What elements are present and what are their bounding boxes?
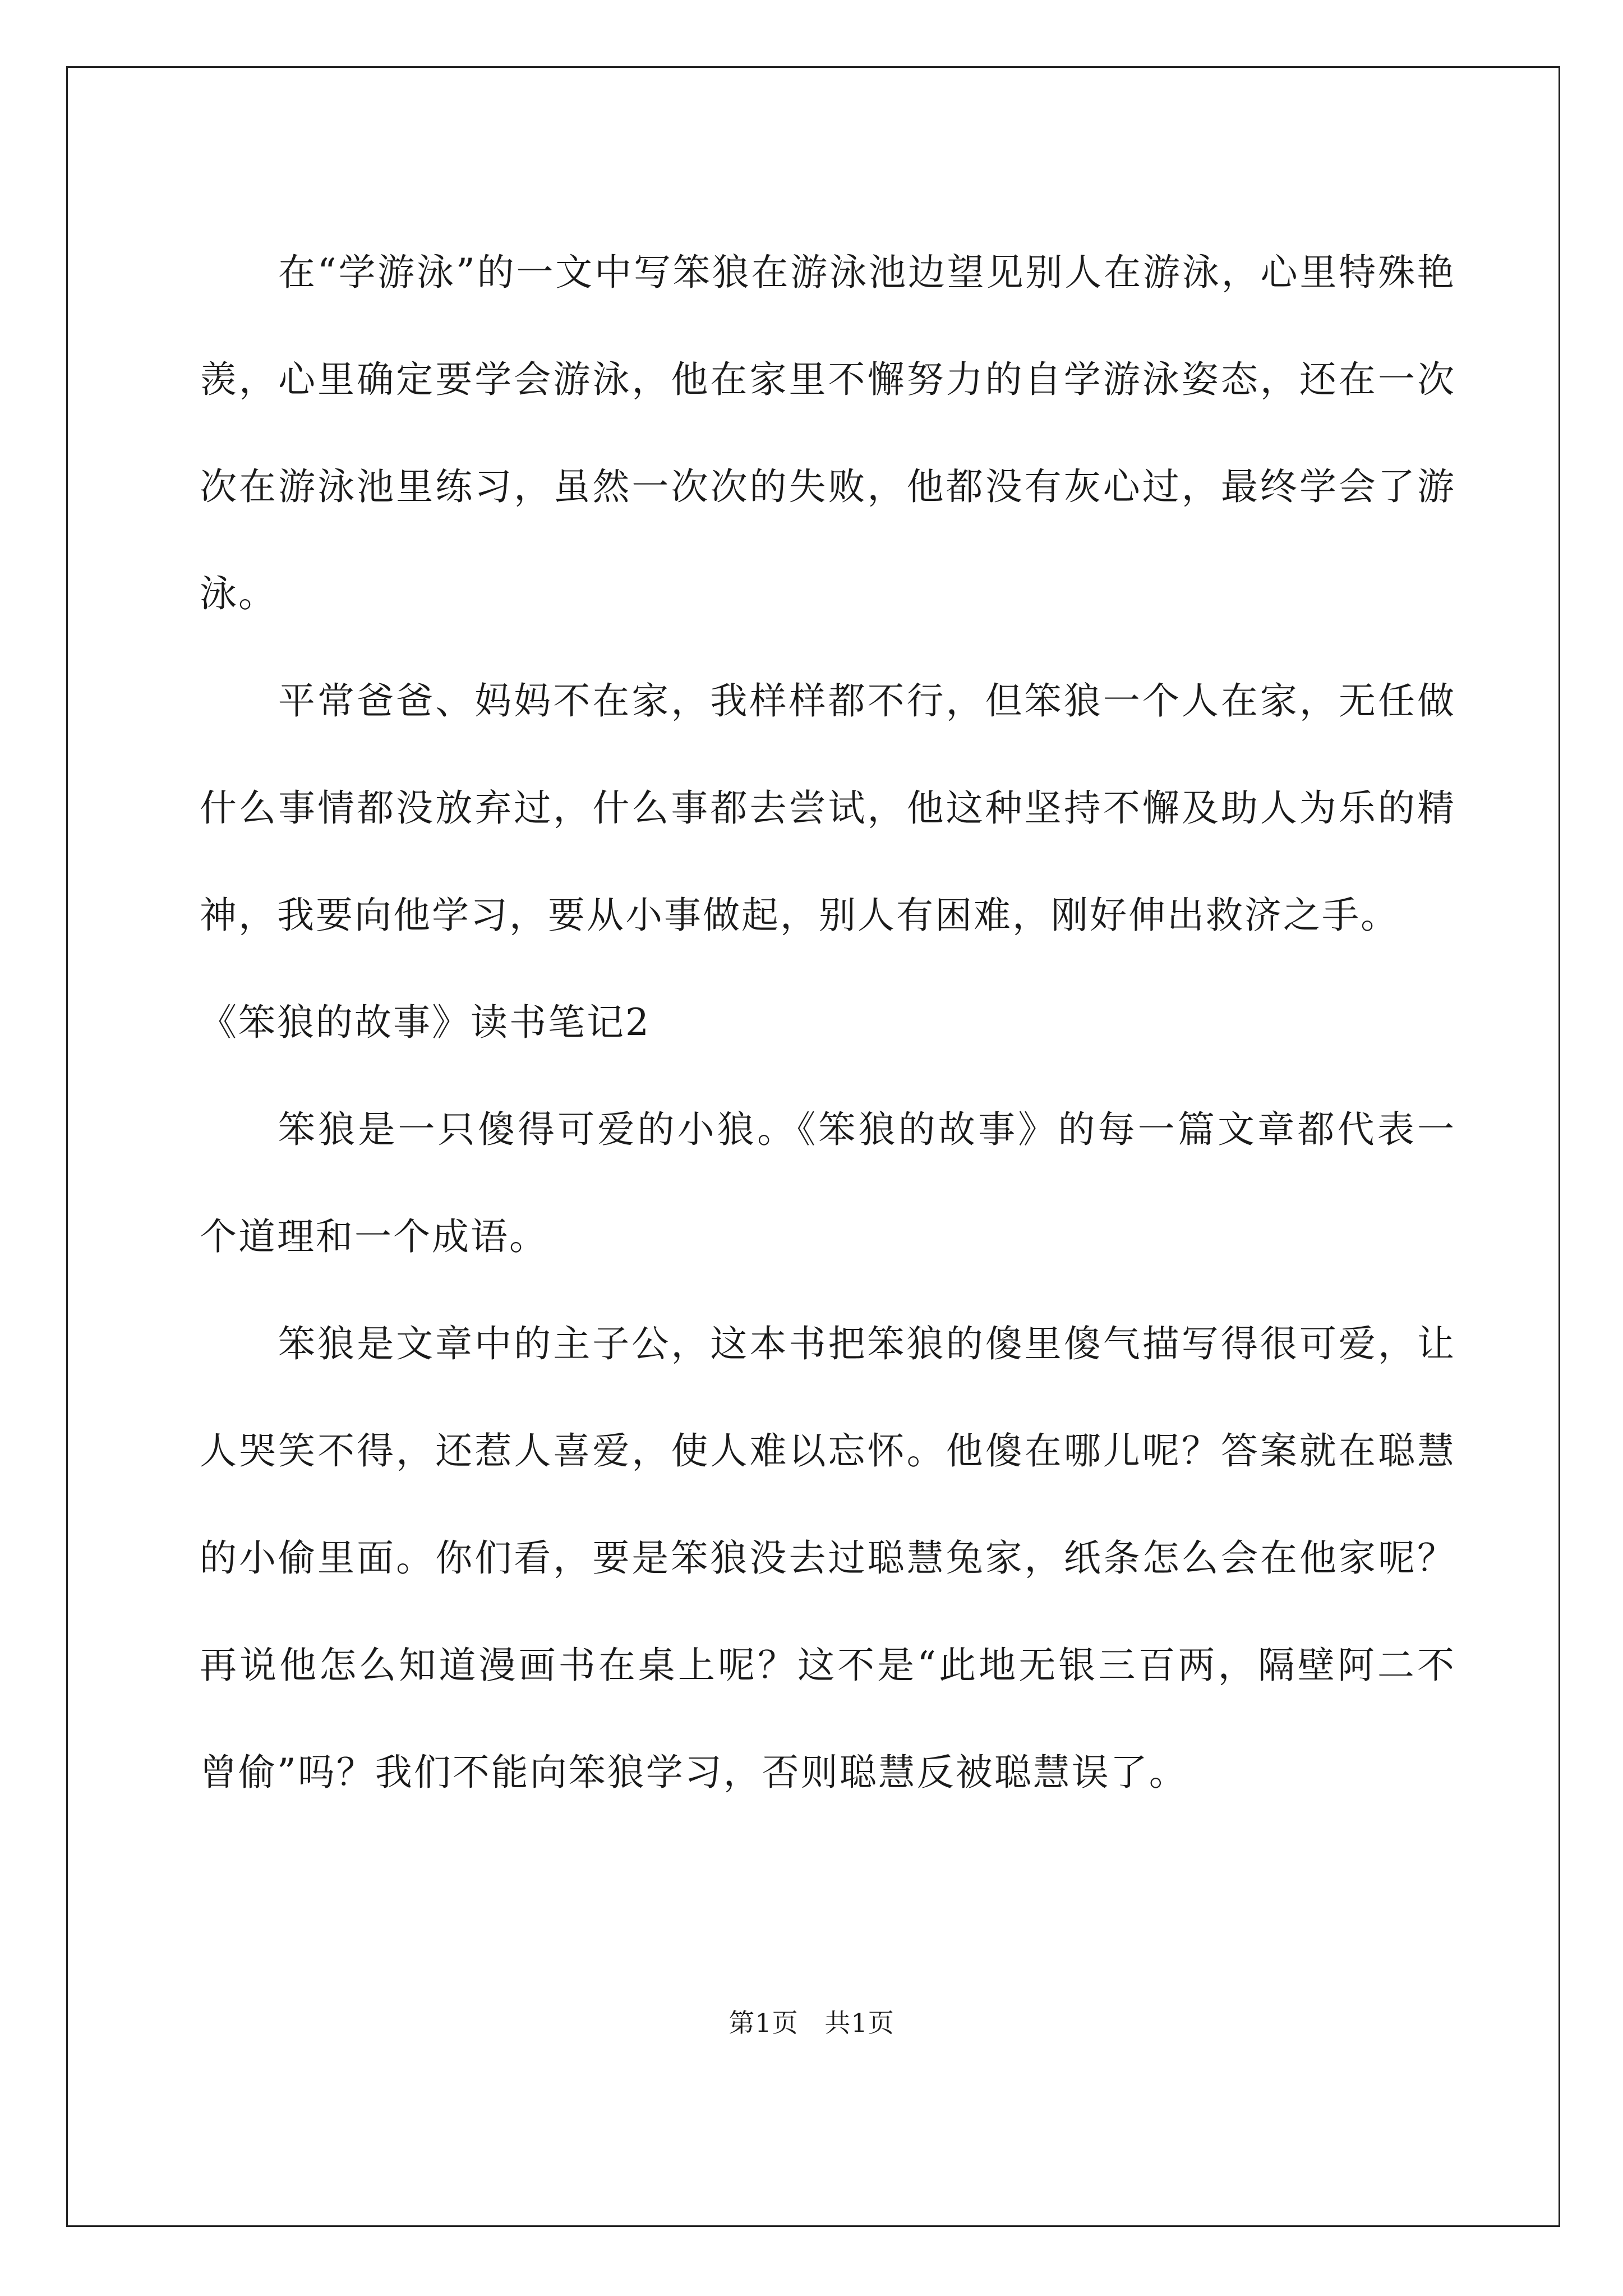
paragraph-perseverance: 平常爸爸、妈妈不在家，我样样都不行，但笨狼一个人在家，无任做什么事情都没放弃过，什么事都去尝试，他这种坚持不懈及助人为乐的精神，我要向他学习，要从小事做起，别人有困难，刚好伸出救济之手。 [200,679,1456,937]
section-heading: 《笨狼的故事》读书笔记2 [200,1001,651,1044]
document-body [200,219,1456,1826]
paragraph-intro: 笨狼是一只傻得可爱的小狼。《笨狼的故事》的每一篇文章都代表一个道理和一个成语。 [200,1108,1456,1258]
paragraph-swimming: 在“学游泳”的一文中写笨狼在游泳池边望见别人在游泳，心里特殊艳羡，心里确定要学会游泳，他在家里不懈努力的自学游泳姿态，还在一次次在游泳池里练习，虽然一次次的失败，他都没有灰心过，最终学会了游泳。 [200,251,1456,615]
page-number-footer: 第1页 共1页 [728,2008,895,2038]
paragraph-main-character: 笨狼是文章中的主子公，这本书把笨狼的傻里傻气描写得很可爱，让人哭笑不得，还惹人喜爱，使人难以忘怀。他傻在哪儿呢？答案就在聪慧的小偷里面。你们看，要是笨狼没去过聪慧兔家，纸条怎么会在他家呢？再说他怎么知道漫画书在桌上呢？这不是“此地无银三百两，隔壁阿二不曾偷”吗？我们不能向笨狼学习，否则聪慧反被聪慧误了。 [200,1322,1456,1794]
